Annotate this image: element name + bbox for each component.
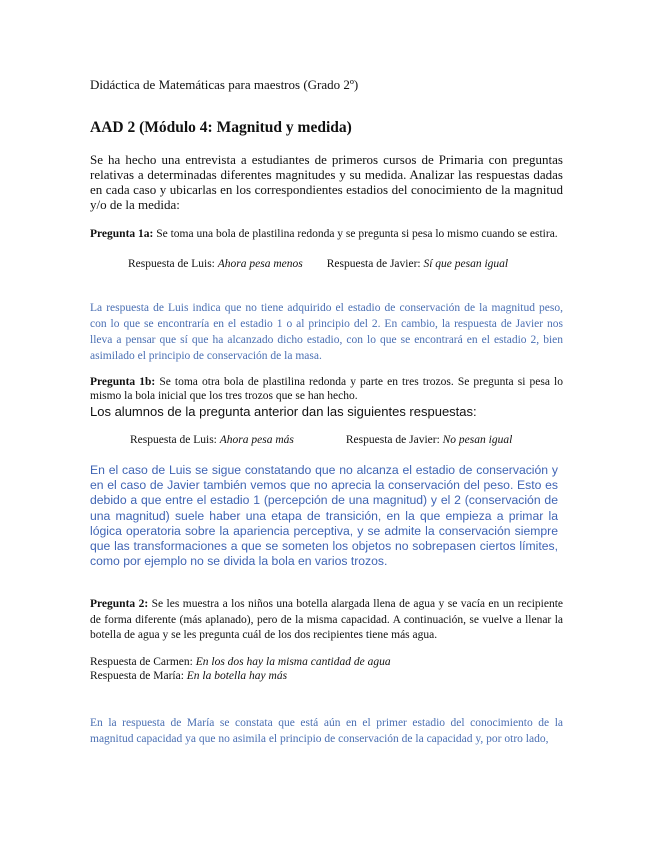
question-1a-responses (128, 258, 508, 270)
carmen-label: Respuesta de Carmen: (90, 656, 193, 668)
course-header: Didáctica de Matemáticas para maestros (Grado 2º) (90, 77, 359, 92)
question-1b-label: Pregunta 1b: (90, 376, 156, 388)
question-2 (90, 597, 563, 644)
luis-label: Respuesta de Luis: (130, 434, 217, 446)
question-1a (90, 227, 563, 242)
answer-1a-analysis: La respuesta de Luis indica que no tiene adquirido el estadio de conservación de la magnitud peso, con lo que se encontraría en el estadio 1 o al principio del 2. En cambio, la respuesta de Javier nos lleva a pensar que sí que ha alcanzado dicho estadio, con lo que se encontrará en el estadio 2, bien asimilado el principio de conservación de la masa. (90, 302, 563, 362)
luis-answer: Ahora pesa menos (217, 258, 303, 270)
question-2-label: Pregunta 2: (90, 598, 149, 610)
question-1b-note: Los alumnos de la pregunta anterior dan las siguientes respuestas: (90, 404, 477, 419)
question-1b-text: Se toma otra bola de plastilina redonda y parte en tres trozos. Se pregunta si pesa lo mismo la bola inicial que los tres trozos que se han hecho. (90, 376, 563, 402)
maria-response (90, 670, 287, 682)
javier-label: Respuesta de Javier: (326, 258, 421, 270)
luis-label: Respuesta de Luis: (128, 258, 215, 270)
carmen-answer: En los dos hay la misma cantidad de agua (195, 656, 391, 668)
question-1b (90, 375, 563, 403)
question-1b-responses (130, 434, 512, 446)
maria-label: Respuesta de María: (90, 670, 184, 682)
question-2-text: Se les muestra a los niños una botella alargada llena de agua y se vacía en un recipiente de forma diferente (más aplanado), pero de la misma capacidad. A continuación, se vuelve a llenar la botella de agua y se les pregunta cuál de los dos recipientes tiene más agua. (90, 598, 563, 641)
answer-1b-analysis: En el caso de Luis se sigue constatando que no alcanza el estadio de conservación y en el caso de Javier también vemos que no aprecia la conservación del peso. Esto es debido a que entre el estadio 1 (percepción de una magnitud) y el 2 (conservación de una magnitud) suele haber una etapa de transición, en la que empieza a primar la lógica operatoria sobre la apariencia perceptiva, y se admite la conservación siempre que las transformaciones a que se someten los objetos no sobrepasen ciertos límites, como por ejemplo no se divida la bola en varios trozos. (90, 463, 558, 569)
intro-paragraph: Se ha hecho una entrevista a estudiantes de primeros cursos de Primaria con preguntas relativas a determinadas diferentes magnitudes y su medida. Analizar las respuestas dadas en cada caso y ubicarlas en los correspondientes estadios del conocimiento de la magnitud y/o de la medida: (90, 152, 563, 212)
luis-answer: Ahora pesa más (219, 434, 294, 446)
question-1a-label: Pregunta 1a: (90, 228, 154, 240)
javier-label: Respuesta de Javier: (345, 434, 440, 446)
assignment-title: AAD 2 (Módulo 4: Magnitud y medida) (90, 119, 352, 136)
javier-answer: Sí que pesan igual (423, 258, 509, 270)
carmen-response (90, 656, 391, 668)
javier-answer: No pesan igual (442, 434, 513, 446)
answer-2-analysis: En la respuesta de María se constata que está aún en el primer estadio del conocimiento de la magnitud capacidad ya que no asimila el principio de conservación de la capacidad y, por otro lado, (90, 717, 563, 745)
question-1a-text: Se toma una bola de plastilina redonda y se pregunta si pesa lo mismo cuando se estira. (156, 228, 558, 240)
maria-answer: En la botella hay más (186, 670, 288, 682)
